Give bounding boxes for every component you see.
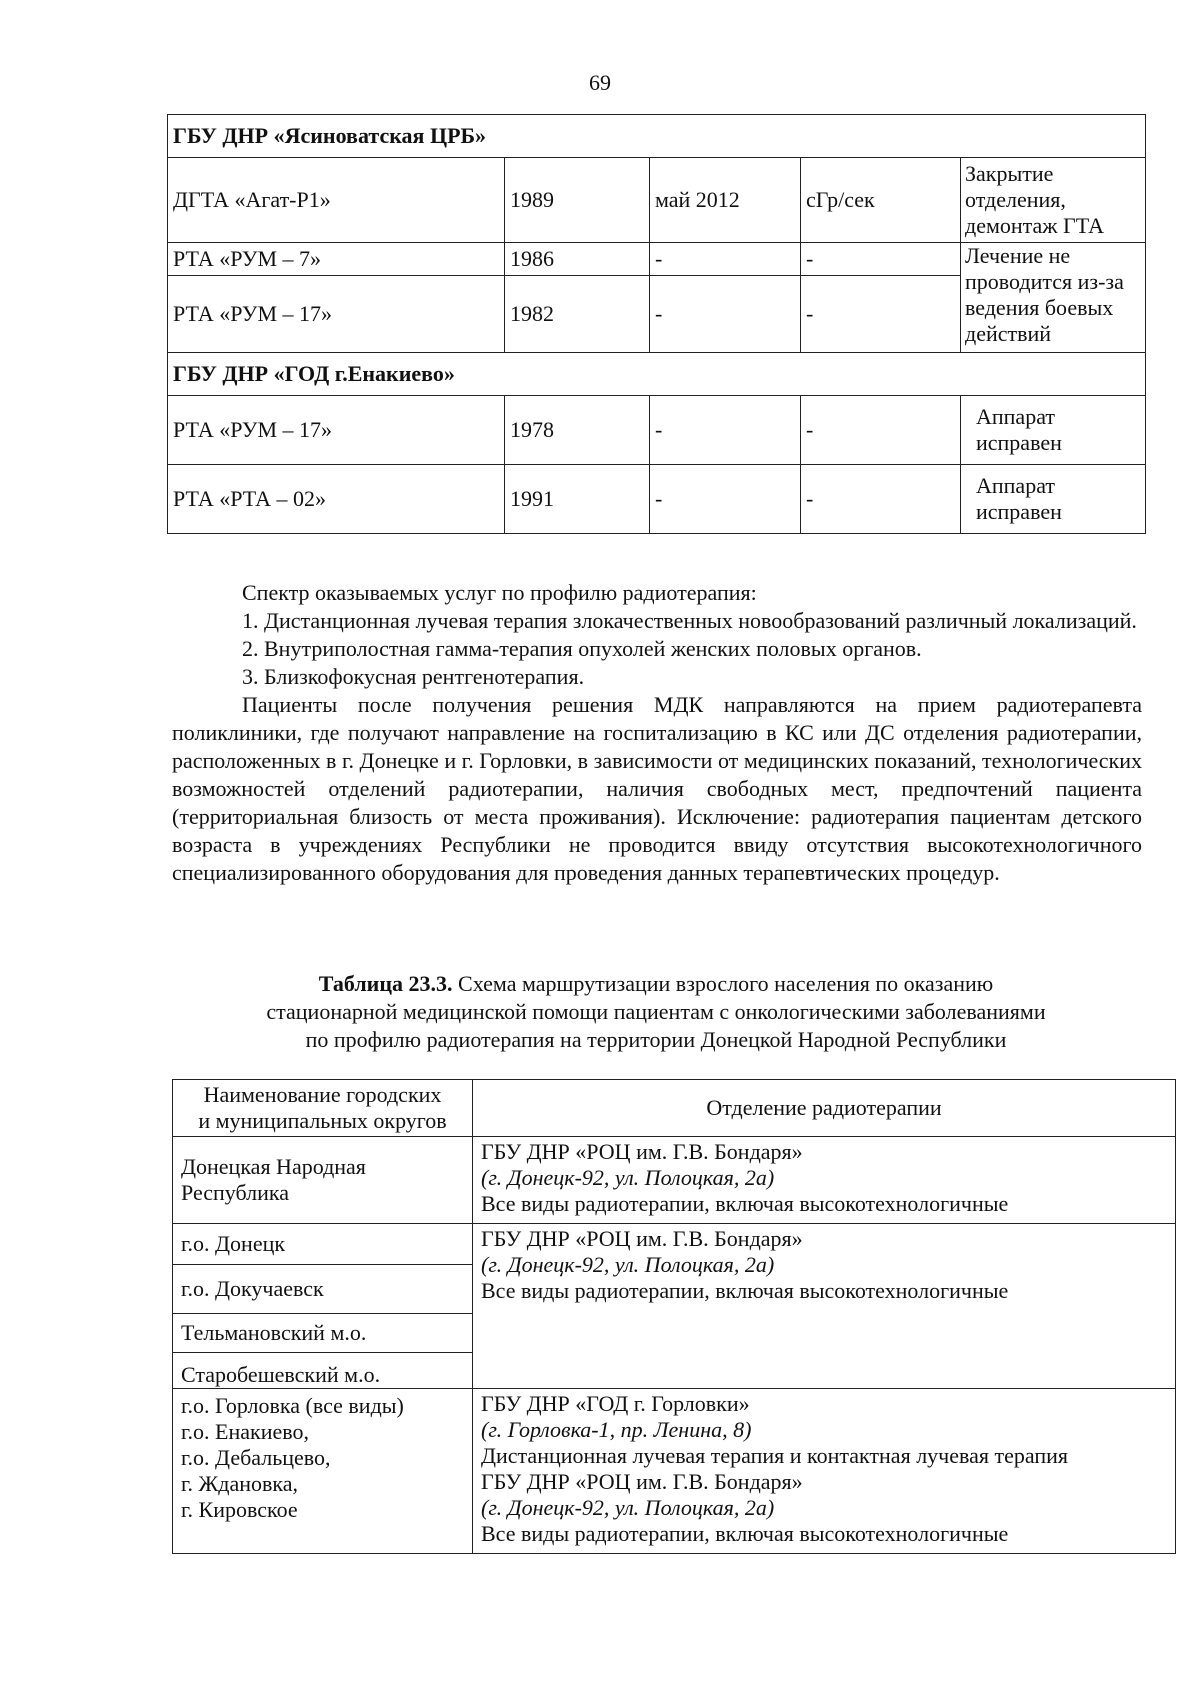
device-name: РТА «РУМ – 7»	[168, 243, 505, 276]
org-name: ГБУ ДНР «РОЦ им. Г.В. Бондаря»	[481, 1226, 803, 1251]
device-date: -	[650, 396, 801, 465]
device-status	[961, 158, 1146, 243]
service-scope: Все виды радиотерапии, включая высокотехнологичные	[481, 1278, 1009, 1303]
region-cell: Тельмановский м.о.	[173, 1314, 473, 1353]
department-cell	[473, 1389, 1176, 1554]
department-cell	[473, 1137, 1176, 1224]
table-caption	[167, 970, 1145, 1054]
device-unit: -	[801, 243, 961, 276]
equipment-row	[168, 243, 1146, 276]
table-row	[173, 1137, 1176, 1224]
device-status	[961, 465, 1146, 534]
header-line: Наименование городских	[203, 1082, 442, 1107]
device-unit: -	[801, 276, 961, 353]
services-intro: Спектр оказываемых услуг по профилю радиотерапия:	[242, 580, 757, 605]
status-line: проводится из-за	[965, 269, 1124, 294]
device-unit: -	[801, 396, 961, 465]
header-department: Отделение радиотерапии	[473, 1080, 1176, 1137]
page-number: 69	[589, 70, 611, 95]
region-line: Донецкая Народная	[181, 1154, 366, 1179]
caption-label: Таблица 23.3.	[318, 971, 453, 996]
org-address: (г. Донецк-92, ул. Полоцкая, 2а)	[481, 1495, 775, 1520]
status-line: Аппарат	[976, 404, 1056, 429]
org-name: ГБУ ДНР «РОЦ им. Г.В. Бондаря»	[481, 1469, 803, 1494]
region-line: г.о. Горловка (все виды)	[181, 1393, 404, 1418]
device-date: -	[650, 276, 801, 353]
department-cell	[473, 1224, 1176, 1389]
service-item: 1. Дистанционная лучевая терапия злокачественных новообразований различный локализаций.	[242, 608, 1137, 633]
section-header	[168, 115, 1146, 158]
status-line: исправен	[976, 499, 1062, 524]
status-line: Аппарат	[976, 473, 1056, 498]
section-header	[168, 353, 1146, 396]
device-unit: -	[801, 465, 961, 534]
region-line: г. Кировское	[181, 1497, 298, 1522]
equipment-row	[168, 396, 1146, 465]
status-line: исправен	[976, 430, 1062, 455]
device-date: -	[650, 465, 801, 534]
device-date: -	[650, 243, 801, 276]
region-cell	[173, 1137, 473, 1224]
routing-table	[172, 1079, 1176, 1554]
device-year: 1989	[505, 158, 650, 243]
service-scope: Все виды радиотерапии, включая высокотехнологичные	[481, 1191, 1009, 1216]
org-name: ГБУ ДНР «РОЦ им. Г.В. Бондаря»	[481, 1139, 803, 1164]
status-line: отделения,	[965, 187, 1066, 212]
device-name: РТА «РТА – 02»	[168, 465, 505, 534]
region-cell	[173, 1389, 473, 1554]
caption-line: по профилю радиотерапия на территории Донецкой Народной Республики	[305, 1027, 1007, 1052]
services-text	[172, 579, 1142, 887]
status-line: демонтаж ГТА	[965, 213, 1104, 238]
region-line: г. Ждановка,	[181, 1471, 298, 1496]
device-name: ДГТА «Агат-Р1»	[168, 158, 505, 243]
org-name: ГБУ ДНР «ГОД г. Горловки»	[481, 1391, 750, 1416]
status-line: Закрытие	[965, 161, 1054, 186]
equipment-row	[168, 158, 1146, 243]
region-line: Республика	[181, 1180, 290, 1205]
region-cell: г.о. Донецк	[173, 1224, 473, 1265]
org-address: (г. Донецк-92, ул. Полоцкая, 2а)	[481, 1165, 775, 1190]
device-year: 1986	[505, 243, 650, 276]
device-name: РТА «РУМ – 17»	[168, 396, 505, 465]
caption-line: Схема маршрутизации взрослого населения по оказанию	[452, 971, 994, 996]
merged-status	[961, 243, 1146, 353]
routing-paragraph: Пациенты после получения решения МДК направляются на прием радиотерапевта поликлиники, где получают направление на госпитализацию в КС или ДС отделения радиотерапии, расположенных в г. Донецке и г. Горловки, в зависимости от медицинских показаний, технологических возможностей отделений радиотерапии, наличия свободных мест, предпочтений пациента (территориальная близость от места проживания). Исключение: радиотерапия пациентам детского возраста в учреждениях Республики не проводится ввиду отсутствия высокотехнологичного специализированного оборудования для проведения данных терапевтических процедур.	[172, 692, 1142, 885]
device-year: 1982	[505, 276, 650, 353]
org-address: (г. Донецк-92, ул. Полоцкая, 2а)	[481, 1252, 775, 1277]
status-line: действий	[965, 321, 1052, 346]
equipment-row	[168, 465, 1146, 534]
device-year: 1978	[505, 396, 650, 465]
table-row	[173, 1389, 1176, 1554]
table-row	[173, 1224, 1176, 1265]
equipment-table	[167, 114, 1146, 534]
caption-line: стационарной медицинской помощи пациентам с онкологическими заболеваниями	[266, 999, 1046, 1024]
table-header-row	[173, 1080, 1176, 1137]
service-item: 3. Близкофокусная рентгенотерапия.	[242, 664, 585, 689]
region-line: г.о. Дебальцево,	[181, 1445, 331, 1470]
status-line: Лечение не	[965, 243, 1071, 268]
service-item: 2. Внутриполостная гамма-терапия опухолей женских половых органов.	[242, 636, 922, 661]
device-year: 1991	[505, 465, 650, 534]
header-districts	[173, 1080, 473, 1137]
device-unit: сГр/сек	[801, 158, 961, 243]
device-date: май 2012	[650, 158, 801, 243]
device-name: РТА «РУМ – 17»	[168, 276, 505, 353]
org-address: (г. Горловка-1, пр. Ленина, 8)	[481, 1417, 752, 1442]
region-cell: г.о. Докучаевск	[173, 1265, 473, 1314]
region-cell: Старобешевский м.о.	[173, 1353, 473, 1389]
section-title: ГБУ ДНР «ГОД г.Енакиево»	[168, 353, 1146, 396]
section-title: ГБУ ДНР «Ясиноватская ЦРБ»	[168, 115, 1146, 158]
service-scope: Дистанционная лучевая терапия и контактная лучевая терапия	[481, 1443, 1068, 1468]
service-scope: Все виды радиотерапии, включая высокотехнологичные	[481, 1521, 1009, 1546]
status-line: ведения боевых	[965, 295, 1114, 320]
device-status	[961, 396, 1146, 465]
header-line: и муниципальных округов	[198, 1108, 447, 1133]
region-line: г.о. Енакиево,	[181, 1419, 309, 1444]
